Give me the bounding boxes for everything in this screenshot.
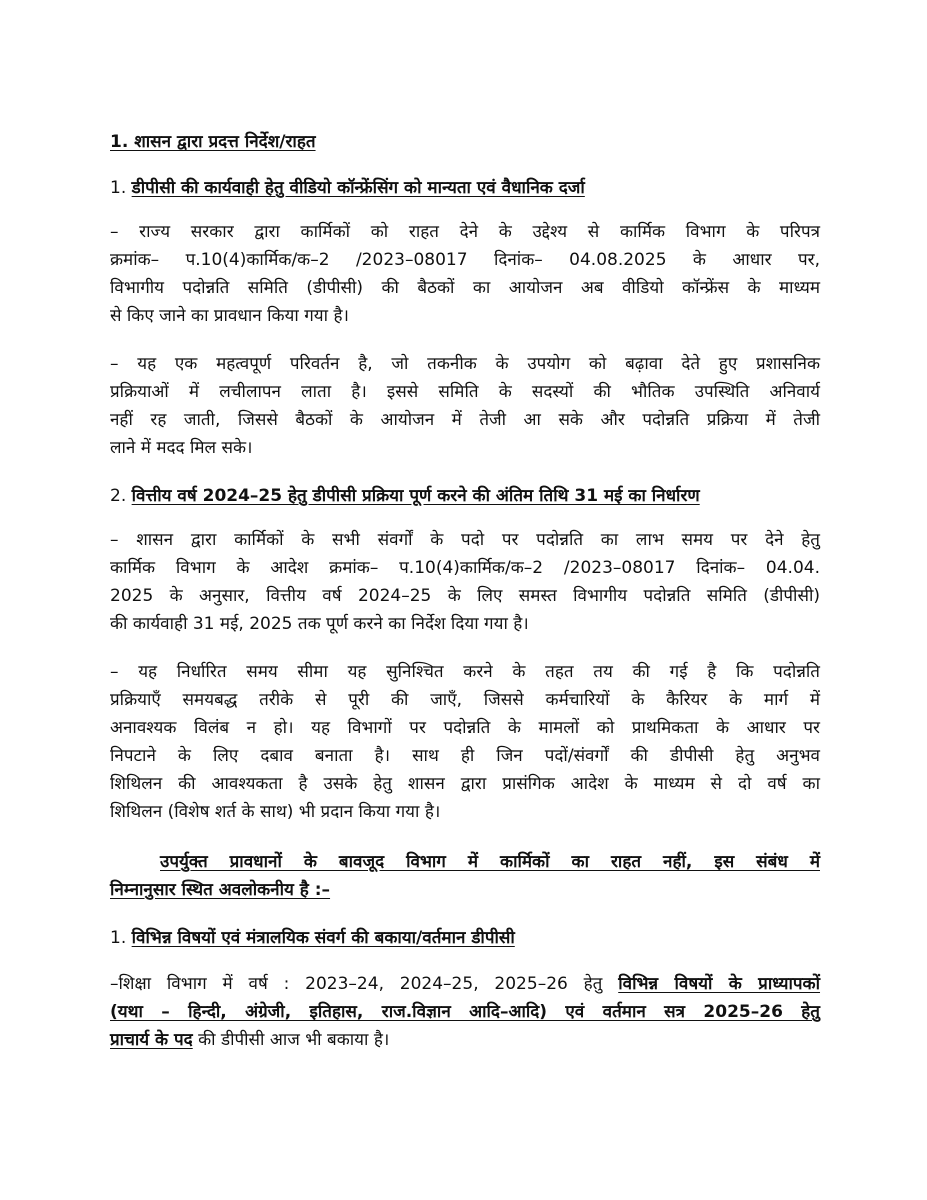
section2-para1-line: कार्मिक विभाग के आदेश क्रमांक– प.10(4)कार्मिक/क–2 /2023–08017 दिनांक– 04.04.	[110, 558, 820, 578]
section2-para1-line: – शासन द्वारा कार्मिकों के सभी संवर्गों के पदो पर पदोन्नति का लाभ समय पर देने हेतु	[110, 530, 820, 550]
section1-title: डीपीसी की कार्यवाही हेतु वीडियो कॉन्फ्रेंसिंग को मान्यता एवं वैधानिक दर्जा	[131, 178, 585, 198]
section2-para2-line: अनावश्यक विलंब न हो। यह विभागों पर पदोन्नति के मामलों को प्राथमिकता के आधार पर	[110, 718, 820, 738]
section1-para1-line: विभागीय पदोन्नति समिति (डीपीसी) की बैठकों का आयोजन अब वीडियो कॉन्फ्रेंस के माध्यम	[110, 278, 820, 298]
section1-para2-line: लाने में मदद मिल सके।	[110, 438, 253, 458]
section3-title: विभिन्न विषयों एवं मंत्रालयिक संवर्ग की बकाया/वर्तमान डीपीसी	[131, 928, 515, 948]
section3-body-line	[110, 1028, 820, 1052]
section3-number: 1.	[110, 928, 127, 948]
section3-line1-plain: –शिक्षा विभाग में वर्ष : 2023–24, 2024–25, 2025–26 हेतु	[110, 974, 603, 994]
section1-number: 1.	[110, 178, 127, 198]
section3-line3-bold: प्राचार्य के पद	[110, 1030, 193, 1050]
section2-title: वित्तीय वर्ष 2024–25 हेतु डीपीसी प्रक्रिया पूर्ण करने की अंतिम तिथि 31 मई का निर्धारण	[131, 486, 700, 506]
section1-para2-line: प्रक्रियाओं में लचीलापन लाता है। इससे समिति के सदस्यों की भौतिक उपस्थिति अनिवार्य	[110, 382, 820, 402]
main-heading: 1. शासन द्वारा प्रदत्त निर्देश/राहत	[110, 132, 316, 152]
section2-para2-line: शिथिलन (विशेष शर्त के साथ) भी प्रदान किया गया है।	[110, 802, 441, 822]
section2-para1-line: की कार्यवाही 31 मई, 2025 तक पूर्ण करने का निर्देश दिया गया है।	[110, 614, 529, 634]
section2-para2-line: – यह निर्धारित समय सीमा यह सुनिश्चित करने के तहत तय की गई है कि पदोन्नति	[110, 662, 820, 682]
section2-para2-line: निपटाने के लिए दबाव बनाता है। साथ ही जिन पदों/संवर्गों की डीपीसी हेतु अनुभव	[110, 746, 820, 766]
notice-line: उपर्युक्त प्रावधानों के बावजूद विभाग में कार्मिकों का राहत नहीं, इस संबंध में	[160, 852, 820, 872]
section1-para2-line: नहीं रह जाती, जिससे बैठकों के आयोजन में तेजी आ सके और पदोन्नति प्रक्रिया में तेजी	[110, 410, 820, 430]
section1-heading	[110, 176, 585, 200]
section1-para1-line: क्रमांक– प.10(4)कार्मिक/क–2 /2023–08017 दिनांक– 04.08.2025 के आधार पर,	[110, 250, 820, 270]
section3-body-line: (यथा – हिन्दी, अंग्रेजी, इतिहास, राज.विज्ञान आदि–आदि) एवं वर्तमान सत्र 2025–26 हेतु	[110, 1002, 820, 1022]
notice-line: निम्नानुसार स्थित अवलोकनीय है :–	[110, 880, 331, 900]
section1-para1-line: से किए जाने का प्रावधान किया गया है।	[110, 306, 349, 326]
section2-heading	[110, 484, 700, 508]
section3-heading	[110, 926, 515, 950]
section1-para2-line: – यह एक महत्वपूर्ण परिवर्तन है, जो तकनीक के उपयोग को बढ़ावा देते हुए प्रशासनिक	[110, 354, 820, 374]
section2-para2-line: प्रक्रियाएँ समयबद्ध तरीके से पूरी की जाएँ, जिससे कर्मचारियों के कैरियर के मार्ग में	[110, 690, 820, 710]
section3-line1-bold: विभिन्न विषयों के प्राध्यापकों	[618, 974, 821, 994]
section2-para2-line: शिथिलन की आवश्यकता है उसके हेतु शासन द्वारा प्रासंगिक आदेश के माध्यम से दो वर्ष का	[110, 774, 820, 794]
section3-line3-plain: की डीपीसी आज भी बकाया है।	[192, 1030, 390, 1050]
section2-para1-line: 2025 के अनुसार, वित्तीय वर्ष 2024–25 के लिए समस्त विभागीय पदोन्नति समिति (डीपीसी)	[110, 586, 820, 606]
section1-para1-line: – राज्य सरकार द्वारा कार्मिकों को राहत देने के उद्देश्य से कार्मिक विभाग के परिपत्र	[110, 222, 820, 242]
section3-body-line	[110, 972, 820, 996]
section2-number: 2.	[110, 486, 127, 506]
